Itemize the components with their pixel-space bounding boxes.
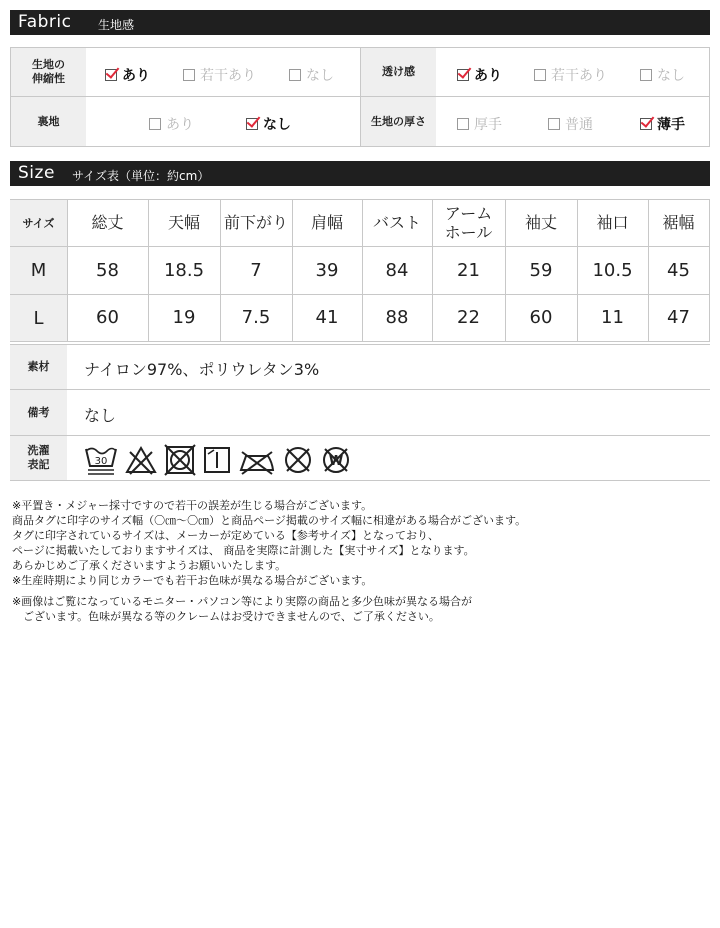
note-line: ございます。色味が異なる等のクレームはお受けできませんので、ご了承ください。 [12, 610, 440, 623]
size-value-cell: 21 [457, 259, 480, 281]
info-table [10, 344, 710, 481]
size-heading-en: Size [18, 163, 55, 183]
fabric-option-label: 若干あり [551, 68, 607, 84]
fabric-option-label: なし [306, 68, 334, 84]
unchecked-box-icon [183, 69, 195, 81]
fabric-option-label: なし [263, 117, 291, 133]
material-label: 素材 [10, 345, 67, 389]
size-table [10, 199, 710, 342]
fabric-table [10, 47, 710, 147]
fabric-option-right-0-2 [640, 65, 685, 85]
size-value-cell: 19 [172, 307, 196, 328]
material-text: ナイロン97%、ポリウレタン3% [84, 360, 320, 379]
size-column-header: 袖口 [596, 213, 629, 232]
fabric-option-label: 薄手 [657, 117, 685, 133]
note-line: 商品タグに印字のサイズ幅（〇㎝～〇㎝）と商品ページ掲載のサイズ幅に相違がある場合がございます。 [12, 514, 527, 527]
wash-temp: 30 [94, 456, 108, 467]
checked-box-icon [457, 69, 469, 81]
unchecked-box-icon [457, 118, 469, 130]
unchecked-box-icon [534, 69, 546, 81]
note-line: ※画像はご覧になっているモニター・パソコン等により実際の商品と多少色味が異なる場合が [12, 595, 472, 608]
size-value-cell: 7.5 [241, 307, 271, 328]
remarks-label: 備考 [10, 390, 67, 435]
fabric-option-left-1-0 [149, 114, 194, 134]
size-column-header: アーム ホール [444, 203, 493, 242]
size-value-cell: 10.5 [592, 259, 633, 281]
fabric-heading-jp: 生地感 [98, 18, 135, 32]
fabric-option-left-1-1 [246, 114, 291, 134]
size-column-header: 天幅 [167, 213, 200, 232]
fabric-option-left-0-0 [105, 65, 150, 85]
size-table-rule [10, 341, 710, 342]
fabric-option-right-1-0 [457, 114, 502, 134]
size-value-cell: 84 [385, 259, 409, 281]
fabric-option-right-1-2 [640, 114, 685, 134]
size-row-label: L [10, 295, 67, 341]
size-value-cell: 11 [601, 307, 624, 328]
size-value-cell: 45 [667, 259, 690, 281]
fabric-option-left-0-1 [183, 65, 256, 85]
sheerness-label: 透け感 [361, 48, 436, 96]
size-row-label: サイズ [10, 200, 67, 246]
note-line: ※生産時期により同じカラーでも若干お色味が異なる場合がございます。 [12, 574, 373, 587]
lining-label: 裏地 [11, 97, 86, 146]
fabric-heading-en: Fabric [18, 12, 72, 32]
unchecked-box-icon [548, 118, 560, 130]
notes [12, 498, 526, 624]
size-value-cell: 22 [457, 307, 480, 328]
no-iron-icon [238, 444, 276, 476]
fabric-option-left-0-2 [289, 65, 334, 85]
note-line: あらかじめご了承くださいますようお願いいたします。 [12, 559, 287, 572]
checked-box-icon [640, 118, 652, 130]
size-value-cell: 18.5 [163, 259, 205, 281]
size-column-header: 前下がり [223, 213, 288, 232]
checked-box-icon [246, 118, 258, 130]
note-line: ※平置き・メジャー採寸ですので若干の誤差が生じる場合がございます。 [12, 499, 373, 512]
fabric-option-label: なし [657, 68, 685, 84]
size-value-cell: 59 [529, 259, 553, 281]
size-column-header: 肩幅 [310, 213, 343, 232]
fabric-option-label: 厚手 [474, 117, 502, 133]
size-table-rule [709, 199, 710, 342]
fabric-option-label: 若干あり [200, 68, 256, 84]
fabric-option-label: あり [166, 117, 194, 133]
stretch-label: 生地の 伸縮性 [11, 48, 86, 96]
wet-clean-letter: W [328, 454, 344, 469]
size-value-cell: 60 [96, 307, 119, 328]
note-line: タグに印字されているサイズは、メーカーが定めている【参考サイズ】となっており、 [12, 529, 440, 542]
care-label: 洗濯 表記 [10, 436, 67, 480]
no-dry-clean-icon [282, 444, 314, 476]
size-section-header [10, 161, 710, 186]
size-column-header: バスト [372, 213, 421, 232]
wash-30-gentle-icon [84, 444, 118, 476]
fabric-section-header [10, 10, 710, 35]
size-value-cell: 88 [385, 307, 409, 328]
fabric-option-label: あり [122, 68, 150, 84]
fabric-option-right-1-1 [548, 114, 593, 134]
remarks-text: なし [84, 406, 117, 425]
no-bleach-icon [124, 444, 158, 476]
thickness-label: 生地の厚さ [361, 97, 436, 146]
size-value-cell: 58 [96, 259, 119, 281]
size-column-header: 総丈 [91, 213, 124, 232]
size-value-cell: 47 [667, 307, 690, 328]
size-heading-jp: サイズ表（単位：約cm） [72, 169, 210, 183]
size-value-cell: 41 [315, 307, 339, 328]
drip-dry-icon [202, 444, 232, 476]
size-column-header: 袖丈 [524, 213, 557, 232]
no-wet-clean-icon [320, 444, 352, 476]
checked-box-icon [105, 69, 117, 81]
unchecked-box-icon [640, 69, 652, 81]
fabric-option-label: あり [474, 68, 502, 84]
fabric-option-label: 普通 [565, 117, 593, 133]
size-value-cell: 39 [315, 259, 339, 281]
size-value-cell: 7 [250, 259, 262, 281]
note-line: ページに掲載いたしておりますサイズは、 商品を実際に計測した【実寸サイズ】となります。 [12, 544, 475, 557]
size-value-cell: 60 [529, 307, 553, 328]
fabric-option-right-0-1 [534, 65, 607, 85]
unchecked-box-icon [289, 69, 301, 81]
no-tumble-dry-icon [164, 444, 196, 476]
fabric-option-right-0-0 [457, 65, 502, 85]
unchecked-box-icon [149, 118, 161, 130]
size-row-label: M [10, 247, 67, 294]
size-column-header: 裾幅 [662, 213, 695, 232]
care-symbols [84, 444, 352, 476]
